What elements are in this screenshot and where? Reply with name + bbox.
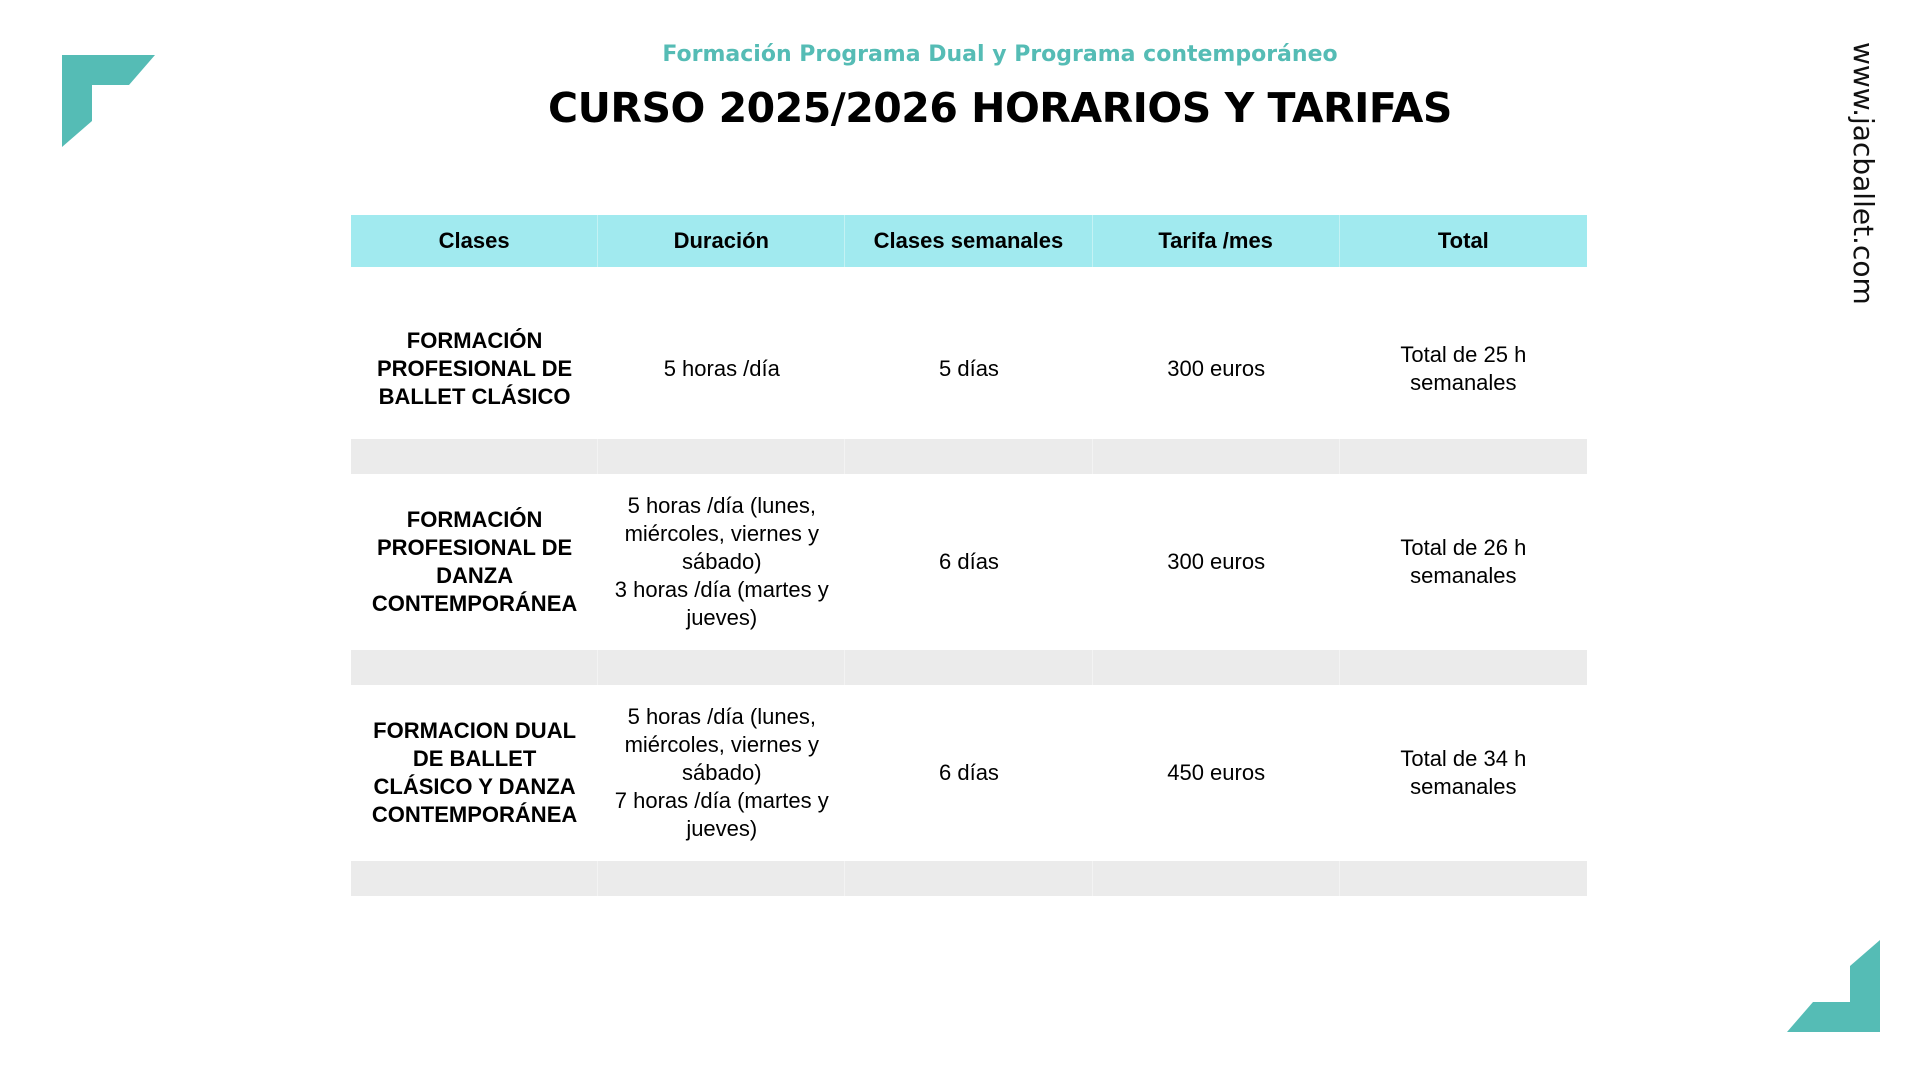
- table-row: [351, 474, 1587, 650]
- cell-duracion: 5 horas /día (lunes, miércoles, viernes y sábado) 3 horas /día (martes y jueves): [614, 493, 829, 630]
- cell-total: Total de 26 h semanales: [1400, 535, 1527, 588]
- cell-total: Total de 25 h semanales: [1400, 342, 1527, 395]
- corner-decoration-bottom-right-icon: [1787, 940, 1880, 1032]
- website-url[interactable]: www.jacballet.com: [1847, 42, 1880, 305]
- table-spacer: [351, 267, 1587, 299]
- cell-clase: FORMACIÓN PROFESIONAL DE BALLET CLÁSICO: [377, 328, 573, 409]
- row-separator: [351, 439, 1587, 474]
- cell-clases-semanales: 6 días: [939, 549, 999, 574]
- cell-clases-semanales: 5 días: [939, 356, 999, 381]
- row-separator: [351, 650, 1587, 685]
- schedule-table: [351, 215, 1587, 896]
- page-title: CURSO 2025/2026 HORARIOS Y TARIFAS: [548, 84, 1452, 132]
- cell-tarifa: 450 euros: [1167, 760, 1266, 785]
- cell-duracion: 5 horas /día (lunes, miércoles, viernes y sábado) 7 horas /día (martes y jueves): [614, 704, 829, 841]
- table-row: [351, 299, 1587, 439]
- table-header-row: [351, 215, 1587, 267]
- column-header-total: Total: [1437, 228, 1489, 253]
- cell-clases-semanales: 6 días: [939, 760, 999, 785]
- cell-duracion: 5 horas /día: [663, 356, 780, 381]
- column-header-clases: Clases: [351, 215, 598, 267]
- column-header-duracion: Duración: [598, 215, 845, 267]
- column-header-clases-semanales: Clases semanales: [845, 215, 1092, 267]
- cell-total: Total de 34 h semanales: [1400, 746, 1527, 799]
- cell-tarifa: 300 euros: [1167, 549, 1266, 574]
- corner-decoration-top-left-icon: [62, 55, 155, 147]
- row-separator: [351, 861, 1587, 896]
- cell-clase: FORMACIÓN PROFESIONAL DE DANZA CONTEMPORÁNEA: [371, 507, 578, 616]
- table-row: [351, 685, 1587, 861]
- subtitle: Formación Programa Dual y Programa contemporáneo: [662, 42, 1338, 67]
- cell-tarifa: 300 euros: [1167, 356, 1266, 381]
- cell-clase: FORMACION DUAL DE BALLET CLÁSICO Y DANZA CONTEMPORÁNEA: [371, 718, 578, 827]
- column-header-tarifa: Tarifa /mes: [1093, 215, 1340, 267]
